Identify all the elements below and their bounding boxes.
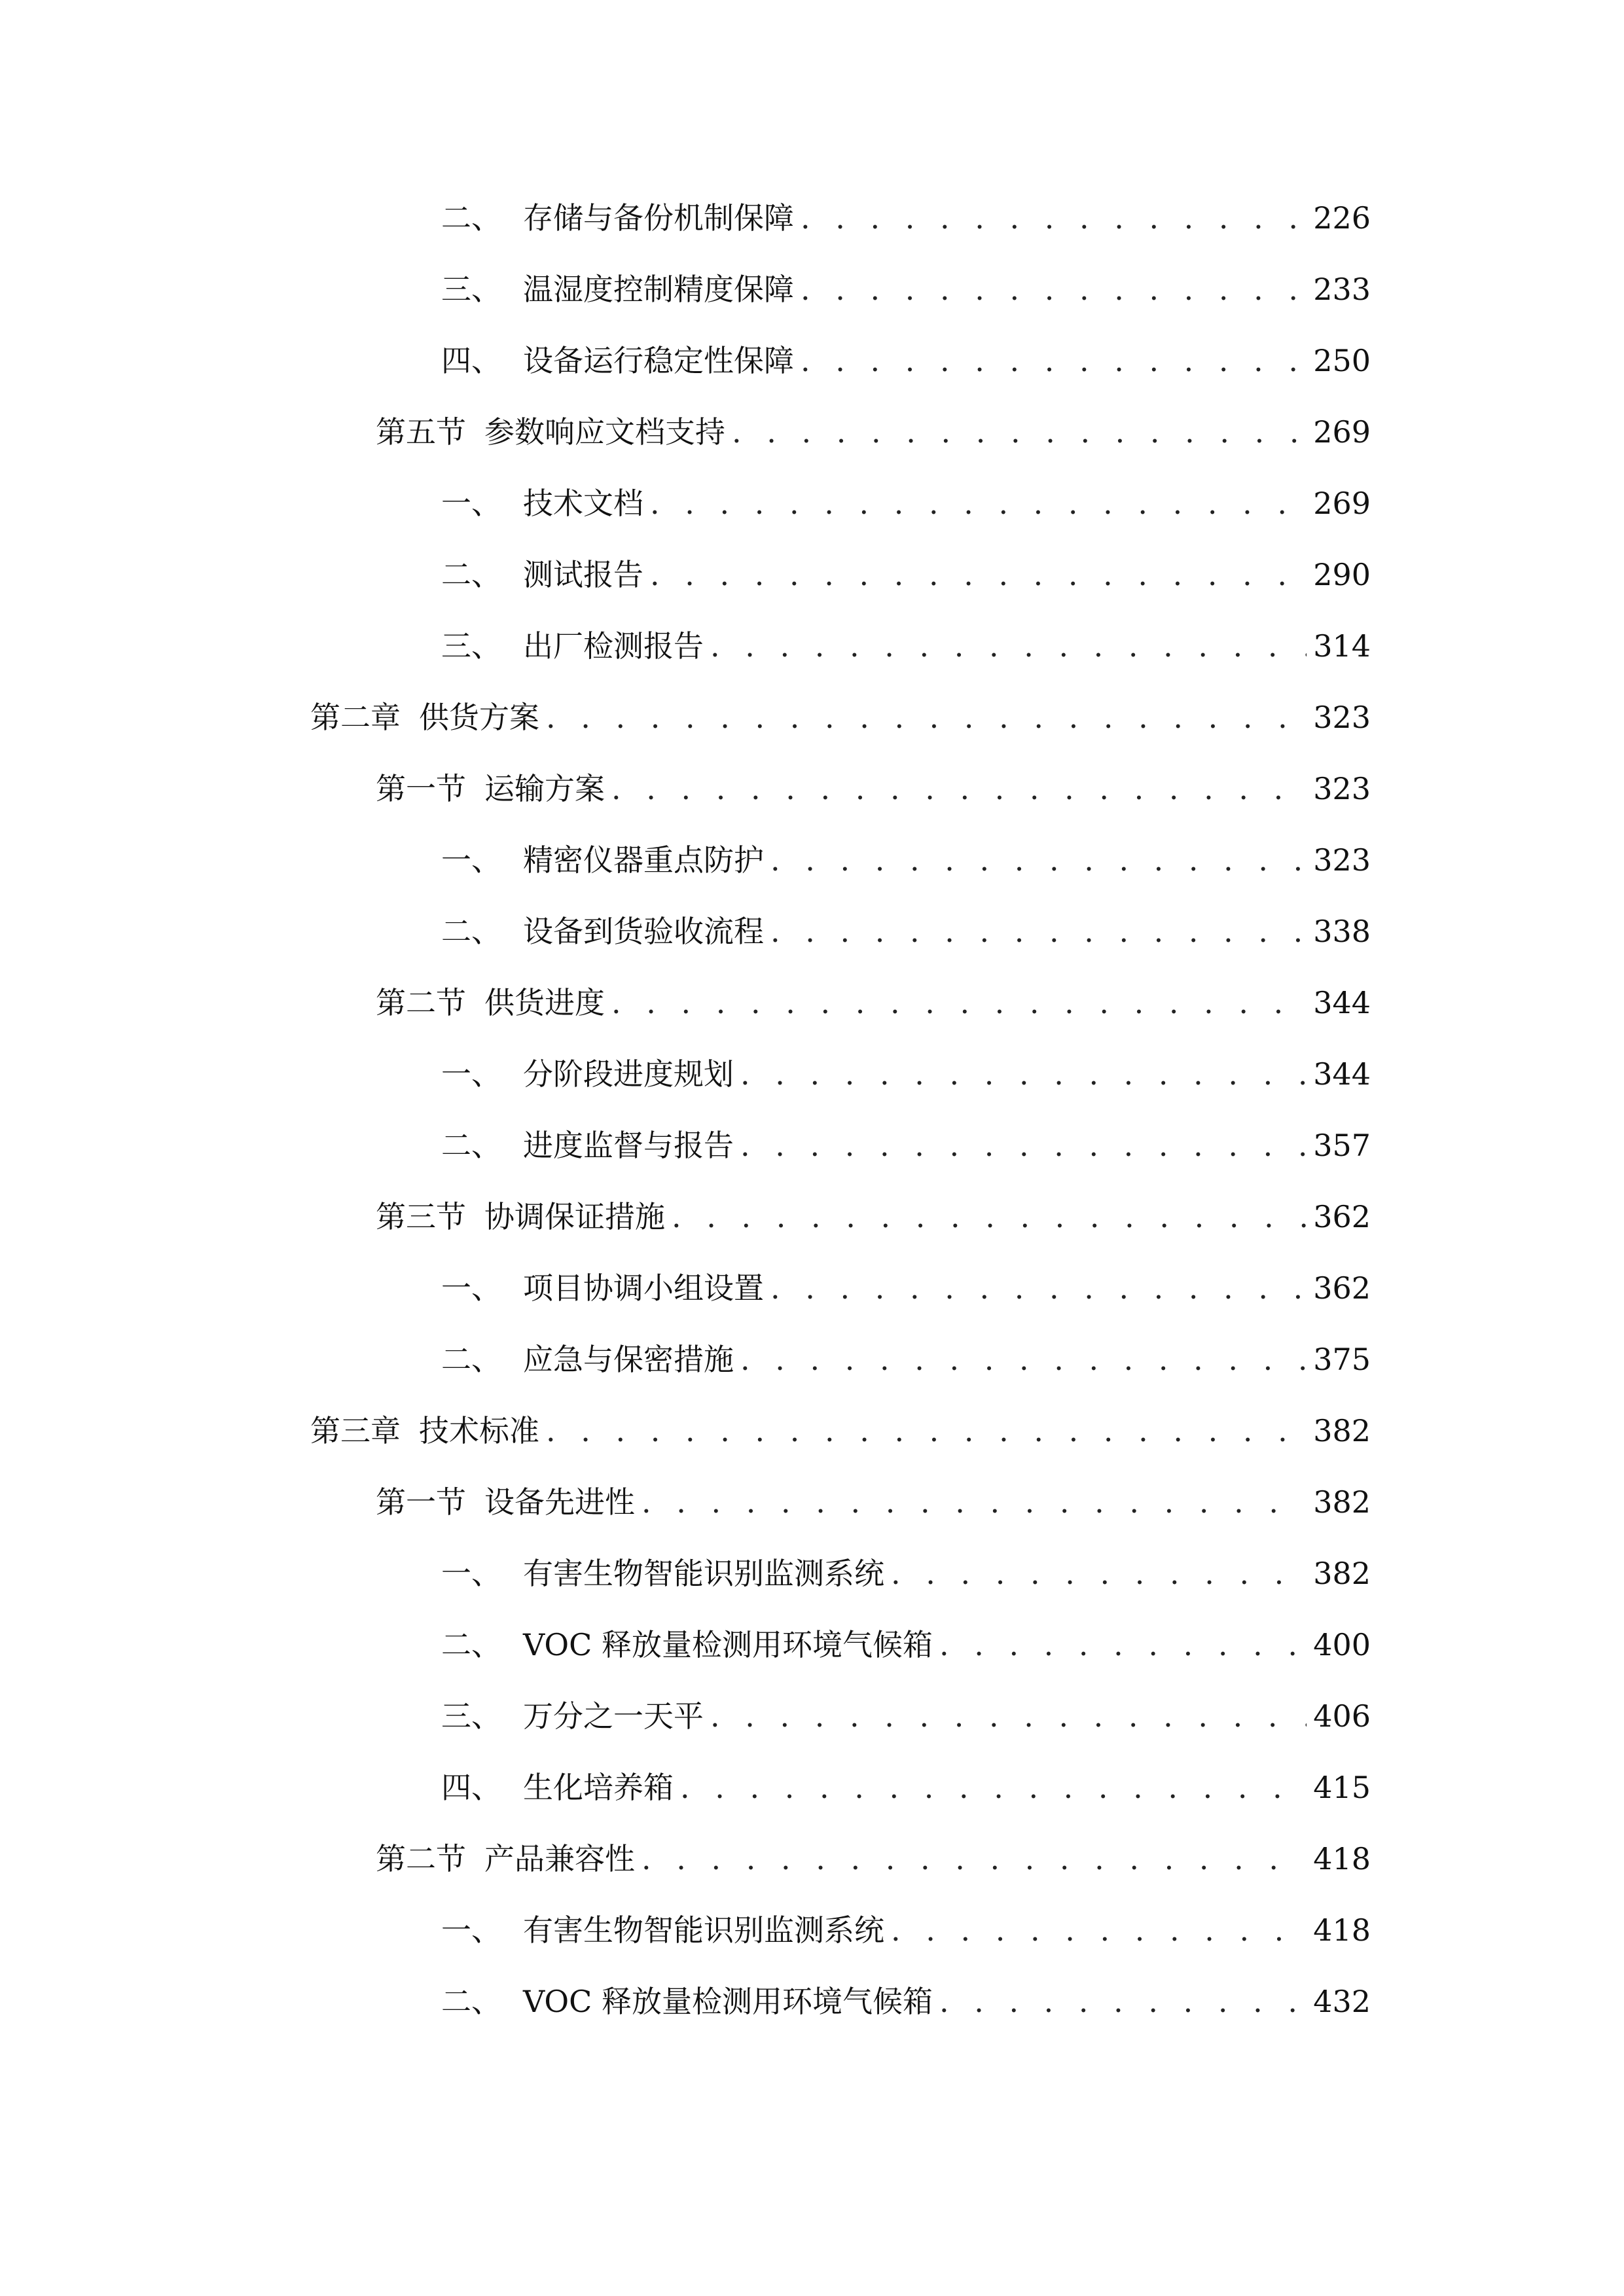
toc-entry-prefix: 一、 bbox=[441, 1270, 501, 1306]
toc-entry bbox=[441, 266, 1371, 312]
toc-entry-page: 226 bbox=[1313, 200, 1371, 236]
dot-leader bbox=[770, 1265, 1307, 1311]
toc-entry bbox=[376, 409, 1371, 455]
toc-entry-prefix: 二、 bbox=[441, 200, 501, 236]
toc-entry-title: 生化培养箱 bbox=[523, 1770, 674, 1805]
toc-entry-page: 269 bbox=[1313, 486, 1371, 521]
toc-entry-title: 存储与备份机制保障 bbox=[523, 200, 794, 236]
toc-entry-page: 382 bbox=[1313, 1556, 1371, 1591]
toc-entry-page: 432 bbox=[1313, 1984, 1371, 2019]
dot-leader bbox=[891, 1551, 1307, 1596]
toc-entry bbox=[310, 694, 1371, 740]
toc-entry-page: 382 bbox=[1313, 1484, 1371, 1520]
toc-entry-label bbox=[441, 266, 794, 312]
toc-entry-page: 418 bbox=[1313, 1841, 1371, 1876]
dot-leader bbox=[891, 1907, 1307, 1953]
toc-entry-label bbox=[441, 195, 794, 241]
dot-leader bbox=[672, 1194, 1307, 1240]
toc-entry-prefix: 一、 bbox=[441, 1556, 501, 1591]
toc-entry bbox=[441, 1979, 1371, 2024]
dot-leader bbox=[650, 480, 1307, 526]
toc-entry-page: 269 bbox=[1313, 414, 1371, 450]
toc-entry bbox=[441, 1122, 1371, 1168]
toc-entry-prefix: 三、 bbox=[441, 628, 501, 664]
toc-entry-label bbox=[441, 1907, 884, 1953]
toc-entry-page: 415 bbox=[1313, 1770, 1371, 1805]
toc-entry-prefix: 第二节 bbox=[376, 1841, 466, 1876]
toc-entry-title: 有害生物智能识别监测系统 bbox=[523, 1912, 884, 1948]
toc-entry bbox=[441, 338, 1371, 384]
toc-entry bbox=[441, 1907, 1371, 1953]
dot-leader bbox=[710, 1693, 1307, 1739]
toc-entry bbox=[441, 480, 1371, 526]
toc-entry-prefix: 二、 bbox=[441, 1342, 501, 1377]
toc-entry-prefix: 一、 bbox=[441, 1056, 501, 1092]
dot-leader bbox=[641, 1479, 1307, 1525]
dot-leader bbox=[801, 266, 1307, 312]
toc-entry-prefix: 四、 bbox=[441, 1770, 501, 1805]
toc-entry-title: 参数响应文档支持 bbox=[484, 414, 725, 450]
toc-entry-title: VOC 释放量检测用环境气候箱 bbox=[523, 1627, 933, 1662]
dot-leader bbox=[650, 552, 1307, 598]
dot-leader bbox=[939, 1622, 1307, 1668]
dot-leader bbox=[641, 1836, 1307, 1882]
toc-entry bbox=[441, 552, 1371, 598]
toc-entry-prefix: 二、 bbox=[441, 1984, 501, 2019]
toc-entry-prefix: 第五节 bbox=[376, 414, 466, 450]
dot-leader bbox=[770, 908, 1307, 954]
toc-entry-label bbox=[310, 694, 539, 740]
toc-entry-title: 万分之一天平 bbox=[523, 1698, 704, 1734]
toc-entry-title: 分阶段进度规划 bbox=[523, 1056, 734, 1092]
toc-entry-prefix: 一、 bbox=[441, 842, 501, 878]
toc-entry-title: 应急与保密措施 bbox=[523, 1342, 734, 1377]
toc-entry-label bbox=[441, 552, 643, 598]
toc-entry-label bbox=[441, 908, 764, 954]
toc-entry-page: 323 bbox=[1313, 771, 1371, 806]
dot-leader bbox=[801, 338, 1307, 384]
toc-entry-page: 418 bbox=[1313, 1912, 1371, 1948]
toc-entry-prefix: 三、 bbox=[441, 272, 501, 307]
toc-entry-page: 323 bbox=[1313, 842, 1371, 878]
toc-entry-title: VOC 释放量检测用环境气候箱 bbox=[523, 1984, 933, 2019]
toc-entry-page: 357 bbox=[1313, 1128, 1371, 1163]
toc-entry bbox=[310, 1408, 1371, 1454]
toc-entry-page: 290 bbox=[1313, 557, 1371, 592]
toc-entry-prefix: 第三节 bbox=[376, 1199, 466, 1234]
toc-entry bbox=[441, 1336, 1371, 1382]
toc-entry-page: 250 bbox=[1313, 343, 1371, 378]
toc-entry bbox=[441, 1765, 1371, 1810]
dot-leader bbox=[740, 1122, 1307, 1168]
toc-entry-title: 技术文档 bbox=[523, 486, 643, 521]
toc-entry-page: 382 bbox=[1313, 1413, 1371, 1448]
toc-entry-label bbox=[441, 1336, 734, 1382]
toc-entry-label bbox=[376, 1479, 635, 1525]
toc-entry-title: 有害生物智能识别监测系统 bbox=[523, 1556, 884, 1591]
toc-entry bbox=[376, 980, 1371, 1026]
toc-entry bbox=[376, 1836, 1371, 1882]
toc-entry-label bbox=[441, 1551, 884, 1596]
toc-entry-label bbox=[441, 338, 794, 384]
toc-entry bbox=[441, 837, 1371, 883]
toc-entry bbox=[441, 908, 1371, 954]
dot-leader bbox=[732, 409, 1307, 455]
dot-leader bbox=[740, 1051, 1307, 1097]
toc-entry-label bbox=[376, 766, 605, 812]
toc-entry bbox=[441, 1551, 1371, 1596]
toc-entry bbox=[376, 766, 1371, 812]
toc-entry-prefix: 一、 bbox=[441, 1912, 501, 1948]
toc-entry-title: 技术标准 bbox=[419, 1413, 539, 1448]
dot-leader bbox=[546, 694, 1307, 740]
toc-entry-prefix: 第三章 bbox=[310, 1413, 401, 1448]
toc-entry-prefix: 二、 bbox=[441, 914, 501, 949]
toc-entry-title: 设备先进性 bbox=[484, 1484, 635, 1520]
toc-entry-page: 362 bbox=[1313, 1270, 1371, 1306]
toc-entry-title: 设备运行稳定性保障 bbox=[523, 343, 794, 378]
toc-entry bbox=[441, 1051, 1371, 1097]
toc-entry-title: 进度监督与报告 bbox=[523, 1128, 734, 1163]
toc-entry-title: 供货方案 bbox=[419, 700, 539, 735]
toc-entry-title: 协调保证措施 bbox=[484, 1199, 665, 1234]
toc-entry-prefix: 四、 bbox=[441, 343, 501, 378]
dot-leader bbox=[611, 980, 1307, 1026]
dot-leader bbox=[770, 837, 1307, 883]
toc-entry-label bbox=[441, 1979, 933, 2024]
dot-leader bbox=[546, 1408, 1307, 1454]
toc-entry bbox=[441, 1693, 1371, 1739]
toc-entry-page: 323 bbox=[1313, 700, 1371, 735]
toc-entry-label bbox=[376, 1836, 635, 1882]
toc-entry-label bbox=[441, 623, 704, 669]
toc-entry-prefix: 第二节 bbox=[376, 985, 466, 1020]
toc-entry bbox=[441, 1265, 1371, 1311]
toc-entry-page: 362 bbox=[1313, 1199, 1371, 1234]
toc-entry-label bbox=[441, 1122, 734, 1168]
toc-entry bbox=[441, 623, 1371, 669]
toc-entry-prefix: 第一节 bbox=[376, 771, 466, 806]
toc-entry-label bbox=[441, 1693, 704, 1739]
toc-entry-prefix: 二、 bbox=[441, 1627, 501, 1662]
toc-entry-page: 344 bbox=[1313, 1056, 1371, 1092]
toc-entry-title: 精密仪器重点防护 bbox=[523, 842, 764, 878]
toc-entry bbox=[376, 1479, 1371, 1525]
toc-entry bbox=[441, 1622, 1371, 1668]
dot-leader bbox=[801, 195, 1307, 241]
dot-leader bbox=[680, 1765, 1307, 1810]
toc-entry-page: 406 bbox=[1313, 1698, 1371, 1734]
toc-entry-label bbox=[441, 1051, 734, 1097]
toc-entry-prefix: 第一节 bbox=[376, 1484, 466, 1520]
toc-entry-title: 测试报告 bbox=[523, 557, 643, 592]
toc-entry-page: 375 bbox=[1313, 1342, 1371, 1377]
toc-entry-label bbox=[441, 837, 764, 883]
toc-entry-label bbox=[310, 1408, 539, 1454]
toc-entry bbox=[376, 1194, 1371, 1240]
toc-entry-label bbox=[441, 1765, 674, 1810]
toc-entry-page: 314 bbox=[1313, 628, 1371, 664]
dot-leader bbox=[611, 766, 1307, 812]
toc-entry-label bbox=[441, 1622, 933, 1668]
toc-entry-title: 设备到货验收流程 bbox=[523, 914, 764, 949]
toc-entry-label bbox=[376, 980, 605, 1026]
dot-leader bbox=[740, 1336, 1307, 1382]
toc-entry-title: 温湿度控制精度保障 bbox=[523, 272, 794, 307]
toc-entry-title: 项目协调小组设置 bbox=[523, 1270, 764, 1306]
toc-entry-title: 运输方案 bbox=[484, 771, 605, 806]
toc-entry-prefix: 一、 bbox=[441, 486, 501, 521]
dot-leader bbox=[710, 623, 1307, 669]
toc-entry-prefix: 二、 bbox=[441, 1128, 501, 1163]
toc-entry bbox=[441, 195, 1371, 241]
toc-entry-label bbox=[376, 409, 725, 455]
toc-entry-prefix: 第二章 bbox=[310, 700, 401, 735]
toc-entry-page: 400 bbox=[1313, 1627, 1371, 1662]
toc-entry-title: 产品兼容性 bbox=[484, 1841, 635, 1876]
toc-entry-label bbox=[441, 1265, 764, 1311]
toc-entry-prefix: 二、 bbox=[441, 557, 501, 592]
toc-entry-page: 338 bbox=[1313, 914, 1371, 949]
toc-entry-label bbox=[441, 480, 643, 526]
toc-entry-page: 344 bbox=[1313, 985, 1371, 1020]
toc-entry-prefix: 三、 bbox=[441, 1698, 501, 1734]
dot-leader bbox=[939, 1979, 1307, 2024]
toc-entry-title: 出厂检测报告 bbox=[523, 628, 704, 664]
toc-entry-title: 供货进度 bbox=[484, 985, 605, 1020]
toc-entry-page: 233 bbox=[1313, 272, 1371, 307]
toc-entry-label bbox=[376, 1194, 665, 1240]
